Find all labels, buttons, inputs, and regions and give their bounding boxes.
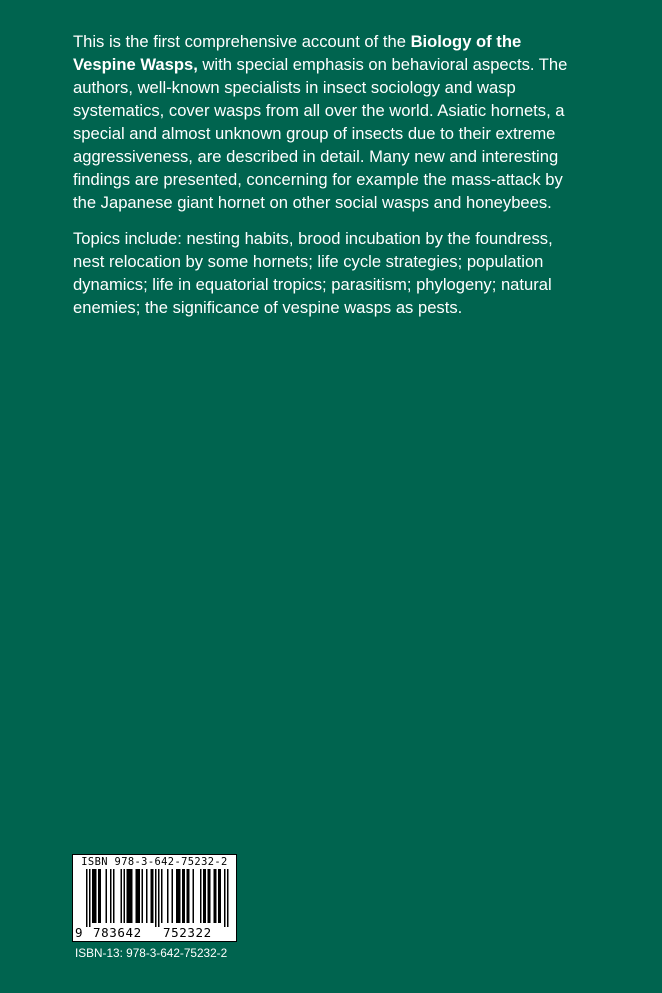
- barcode-bar: [214, 869, 217, 923]
- isbn-top-text: ISBN 978-3-642-75232-2: [81, 856, 228, 868]
- back-cover-blurb: [73, 30, 579, 332]
- barcode-bar: [127, 869, 133, 923]
- barcode-bar: [208, 869, 211, 923]
- barcode-bar: [146, 869, 148, 923]
- barcode-bar: [106, 869, 108, 923]
- barcode-guard-bar: [89, 869, 91, 927]
- blurb-paragraph-1-rest: with special emphasis on behavioral aspects. The authors, well-known specialists in insect sociology and wasp systematics, cover wasps from all over the world. Asiatic hornets, a special and almost unknown group of insects due to their extreme aggressiveness, are described in detail. Many new and interesting findings are presented, concerning for example the mass-attack by the Japanese giant hornet on other social wasps and honeybees.: [73, 55, 568, 212]
- barcode-bar: [136, 869, 141, 923]
- barcode-bar: [110, 869, 112, 923]
- barcode-bar: [182, 869, 185, 923]
- barcode-bar: [176, 869, 181, 923]
- barcode-guard-bar: [224, 869, 226, 927]
- barcode-bar: [113, 869, 115, 923]
- barcode-guard-bar: [86, 869, 88, 927]
- barcode-guard-bar: [155, 869, 157, 927]
- barcode-bar: [167, 869, 169, 923]
- book-title-bold: Biology of the Vespine Wasps,: [73, 32, 522, 74]
- blurb-intro-text: This is the first comprehensive account of the: [73, 32, 411, 51]
- blurb-paragraph-2: Topics include: nesting habits, brood incubation by the foundress, nest relocation by some hornets; life cycle strategies; population dynamics; life in equatorial tropics; parasitism; phylogeny; natural enemies; the significance of vespine wasps as pests.: [73, 229, 553, 317]
- barcode-bar: [151, 869, 154, 923]
- barcode-bar: [121, 869, 123, 923]
- barcode-digit-group-1: 783642: [93, 925, 142, 940]
- barcode-bar: [172, 869, 174, 923]
- barcode-lead-digit: 9: [75, 925, 83, 940]
- barcode-bar: [161, 869, 163, 923]
- barcode-bar: [98, 869, 101, 923]
- barcode-bar: [200, 869, 202, 923]
- barcode-guard-bar: [227, 869, 229, 927]
- barcode-guard-bar: [158, 869, 160, 927]
- barcode-box: [72, 854, 237, 942]
- barcode-bar: [193, 869, 195, 923]
- barcode-digit-group-2: 752322: [163, 925, 212, 940]
- ean-barcode: [73, 869, 236, 927]
- isbn-13-label: ISBN-13: 978-3-642-75232-2: [75, 946, 228, 960]
- barcode-bar: [203, 869, 206, 923]
- barcode-bar: [124, 869, 126, 923]
- barcode-bar: [187, 869, 190, 923]
- barcode-bar: [92, 869, 97, 923]
- barcode-bar: [218, 869, 221, 923]
- barcode-bar: [142, 869, 144, 923]
- blurb-paragraph-1: [73, 30, 579, 214]
